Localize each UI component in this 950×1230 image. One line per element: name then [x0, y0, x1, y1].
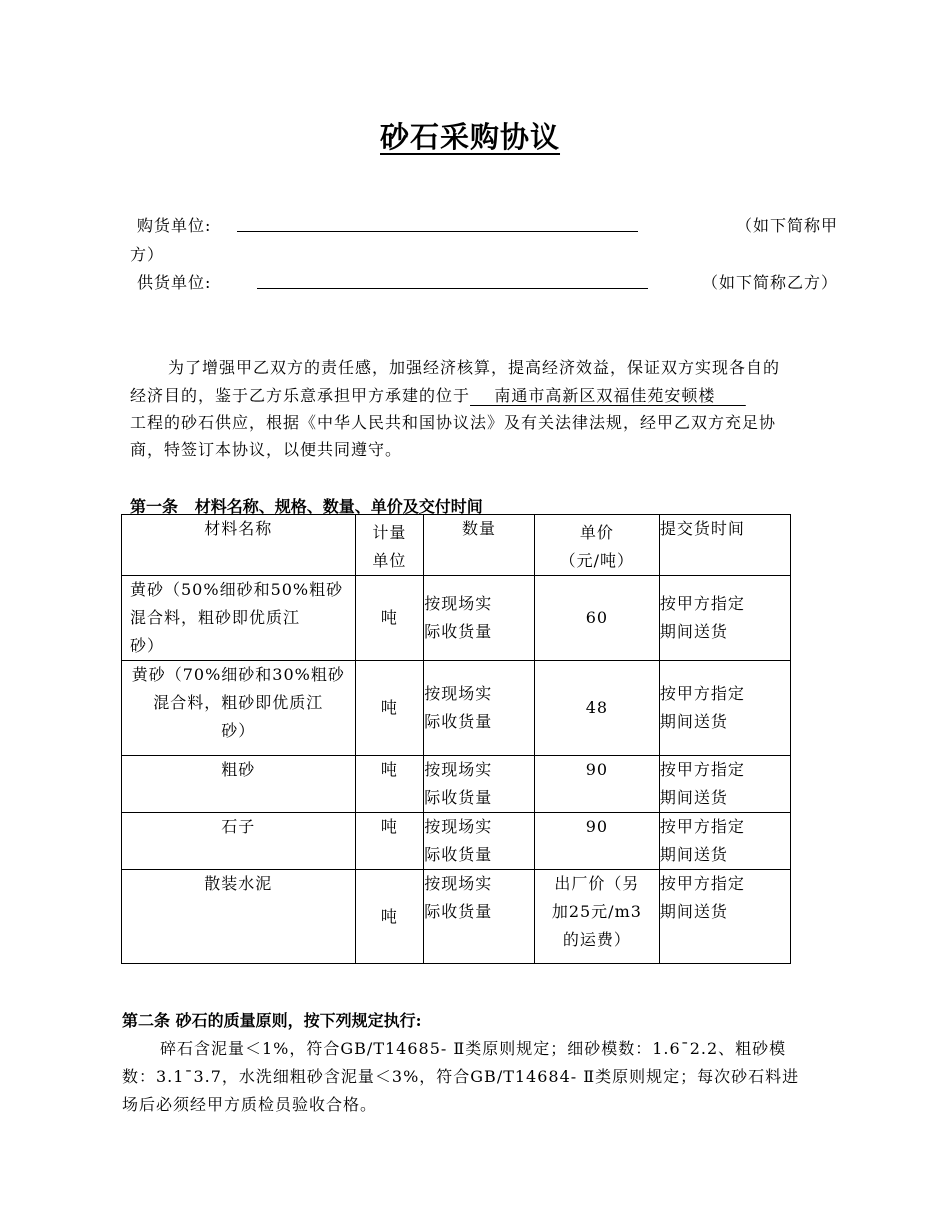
material-price: 90 [534, 813, 659, 870]
material-name-line-1: 黄砂（50%细砂和50%粗砂 [130, 580, 344, 599]
price-line-1: 出厂价（另 [554, 874, 640, 893]
material-delivery [659, 756, 790, 813]
material-unit: 吨 [355, 813, 424, 870]
material-quantity [424, 576, 535, 661]
material-unit: 吨 [355, 661, 424, 756]
price-line-3: 的运费） [562, 930, 631, 949]
intro-line-2 [130, 383, 746, 406]
delivery-line-2: 期间送货 [659, 712, 728, 731]
header-delivery-text: 提交货时间 [659, 519, 745, 538]
table-row [122, 870, 791, 964]
supplier-label: 供货单位: [137, 273, 212, 292]
header-quantity [424, 515, 535, 576]
material-name-line-3: 砂） [221, 721, 256, 740]
buyer-note-continued: 方） [130, 245, 165, 264]
material-name: 散装水泥 [122, 870, 356, 964]
delivery-line-2: 期间送货 [659, 902, 728, 921]
header-name-text: 材料名称 [204, 519, 273, 538]
buyer-note: （如下简称甲 [736, 216, 839, 235]
quantity-line-2: 际收货量 [424, 902, 493, 921]
material-quantity [424, 813, 535, 870]
price-line-2: 加25元/m3 [551, 902, 642, 921]
material-price: 60 [534, 576, 659, 661]
table-row [122, 576, 791, 661]
material-price: 48 [534, 661, 659, 756]
material-delivery [659, 813, 790, 870]
table-row [122, 756, 791, 813]
quantity-line-1: 按现场实 [424, 874, 493, 893]
material-quantity [424, 756, 535, 813]
quantity-line-2: 际收货量 [424, 845, 493, 864]
quantity-line-1: 按现场实 [424, 760, 493, 779]
article-1-heading: 第一条 材料名称、规格、数量、单价及交付时间 [130, 497, 483, 516]
header-delivery [659, 515, 790, 576]
header-unit [355, 515, 424, 576]
header-price-line-2: （元/吨） [559, 551, 635, 570]
material-name: 石子 [122, 813, 356, 870]
delivery-line-2: 期间送货 [659, 845, 728, 864]
material-name: 粗砂 [122, 756, 356, 813]
material-quantity [424, 661, 535, 756]
project-location: 南通市高新区双福佳苑安顿楼 [470, 386, 746, 405]
header-price [534, 515, 659, 576]
material-name-line-3: 砂） [130, 636, 165, 655]
header-unit-line-1: 计量 [372, 523, 407, 542]
material-unit: 吨 [355, 756, 424, 813]
material-price [534, 870, 659, 964]
article-2-line-3: 场后必须经甲方质检员验收合格。 [122, 1095, 378, 1114]
quantity-line-2: 际收货量 [424, 622, 493, 641]
quantity-line-1: 按现场实 [424, 684, 493, 703]
material-name-line-2: 混合料，粗砂即优质江 [130, 608, 301, 627]
supplier-note: （如下简称乙方） [702, 273, 839, 292]
material-name [122, 661, 356, 756]
article-2-line-2: 数：3.1ˉ3.7，水洗细粗砂含泥量＜3%，符合GB/T14684- Ⅱ类原则规定；每次砂石料进 [122, 1067, 800, 1086]
material-name-line-1: 黄砂（70%细砂和30%粗砂 [131, 665, 345, 684]
delivery-line-1: 按甲方指定 [659, 594, 745, 613]
delivery-line-1: 按甲方指定 [659, 760, 745, 779]
material-delivery [659, 576, 790, 661]
material-quantity [424, 870, 535, 964]
material-unit: 吨 [355, 870, 424, 964]
header-unit-line-2: 单位 [372, 551, 407, 570]
delivery-line-2: 期间送货 [659, 788, 728, 807]
supplier-blank-line [257, 288, 648, 289]
quantity-line-1: 按现场实 [424, 817, 493, 836]
intro-line-4: 商，特签订本协议，以便共同遵守。 [130, 440, 403, 459]
delivery-line-1: 按甲方指定 [659, 684, 745, 703]
quantity-line-2: 际收货量 [424, 712, 493, 731]
delivery-line-2: 期间送货 [659, 622, 728, 641]
quantity-line-2: 际收货量 [424, 788, 493, 807]
materials-table [121, 514, 791, 964]
table-header-row [122, 515, 791, 576]
delivery-line-1: 按甲方指定 [659, 817, 745, 836]
material-unit: 吨 [355, 576, 424, 661]
table-row [122, 661, 791, 756]
intro-line-1: 为了增强甲乙双方的责任感，加强经济核算，提高经济效益，保证双方实现各自的 [168, 358, 781, 377]
material-name [122, 576, 356, 661]
header-quantity-text: 数量 [462, 519, 497, 538]
quantity-line-1: 按现场实 [424, 594, 493, 613]
material-delivery [659, 870, 790, 964]
intro-line-2-prefix: 经济目的，鉴于乙方乐意承担甲方承建的位于 [130, 386, 471, 405]
header-name [122, 515, 356, 576]
table-row [122, 813, 791, 870]
header-price-line-1: 单价 [579, 523, 614, 542]
buyer-blank-line [237, 231, 638, 232]
material-price: 90 [534, 756, 659, 813]
delivery-line-1: 按甲方指定 [659, 874, 745, 893]
buyer-label: 购货单位: [137, 216, 212, 235]
material-delivery [659, 661, 790, 756]
article-2-line-1: 碎石含泥量＜1%，符合GB/T14685- Ⅱ类原则规定；细砂模数：1.6ˉ2.2、粗砂模 [160, 1039, 787, 1058]
material-name-line-2: 混合料，粗砂即优质江 [153, 693, 324, 712]
article-2-heading: 第二条 砂石的质量原则，按下列规定执行: [122, 1011, 422, 1030]
document-title: 砂石采购协议 [380, 120, 561, 154]
intro-line-3: 工程的砂石供应，根据《中华人民共和国协议法》及有关法律法规，经甲乙双方充足协 [130, 413, 777, 432]
